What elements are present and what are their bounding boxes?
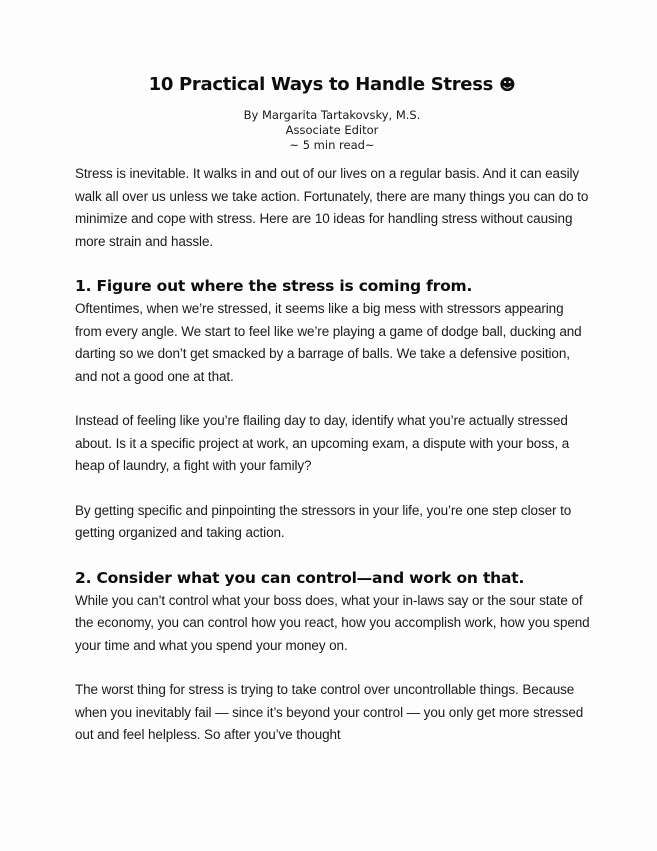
section-1-paragraph-1: Oftentimes, when we’re stressed, it seems like a big mess with stressors appearing from every angle. We start to feel like we’re playing a game of dodge ball, ducking and darting so we don’t get smacked by a barrage of balls. We take a defensive position, and not a good one at that. — [75, 301, 582, 384]
byline-author: By Margarita Tartakovsky, M.S. — [243, 108, 421, 122]
section-2-paragraph-1: While you can’t control what your boss does, what your in-laws say or the sour state of the economy, you can control how you react, how you accomplish work, how you spend your time and what you spend your money on. — [75, 592, 590, 653]
section-1-paragraph-2: Instead of feeling like you’re flailing day to day, identify what you’re actually stressed about. Is it a specific project at work, an upcoming exam, a dispute with your boss, a heap of laundry, a fight with your family? — [75, 413, 570, 473]
byline-read-time: ~ 5 min read~ — [289, 138, 375, 152]
smiley-icon: ☻ — [499, 75, 516, 94]
section-1-paragraph-3: By getting specific and pinpointing the stressors in your life, you’re one step closer to getting organized and taking action. — [75, 502, 572, 540]
byline — [75, 108, 589, 153]
byline-role: Associate Editor — [285, 123, 379, 137]
intro-paragraph: Stress is inevitable. It walks in and out of our lives on a regular basis. And it can easily walk all over us unless we take action. Fortunately, there are many things you can do to minimize and cope with stress. Here are 10 ideas for handling stress without causing more strain and hassle. — [75, 166, 589, 249]
section-2-heading: 2. Consider what you can control—and work on that. — [75, 568, 525, 587]
section-1-heading: 1. Figure out where the stress is coming from. — [75, 277, 473, 295]
document-title-text: 10 Practical Ways to Handle Stress — [148, 74, 494, 95]
section-2-paragraph-2: The worst thing for stress is trying to take control over uncontrollable things. Because when you inevitably fail — since it’s beyond your control — you only get more stressed out and feel helpless. So after you’ve thought — [75, 682, 584, 742]
article-body — [75, 163, 591, 747]
document-title — [75, 73, 589, 97]
